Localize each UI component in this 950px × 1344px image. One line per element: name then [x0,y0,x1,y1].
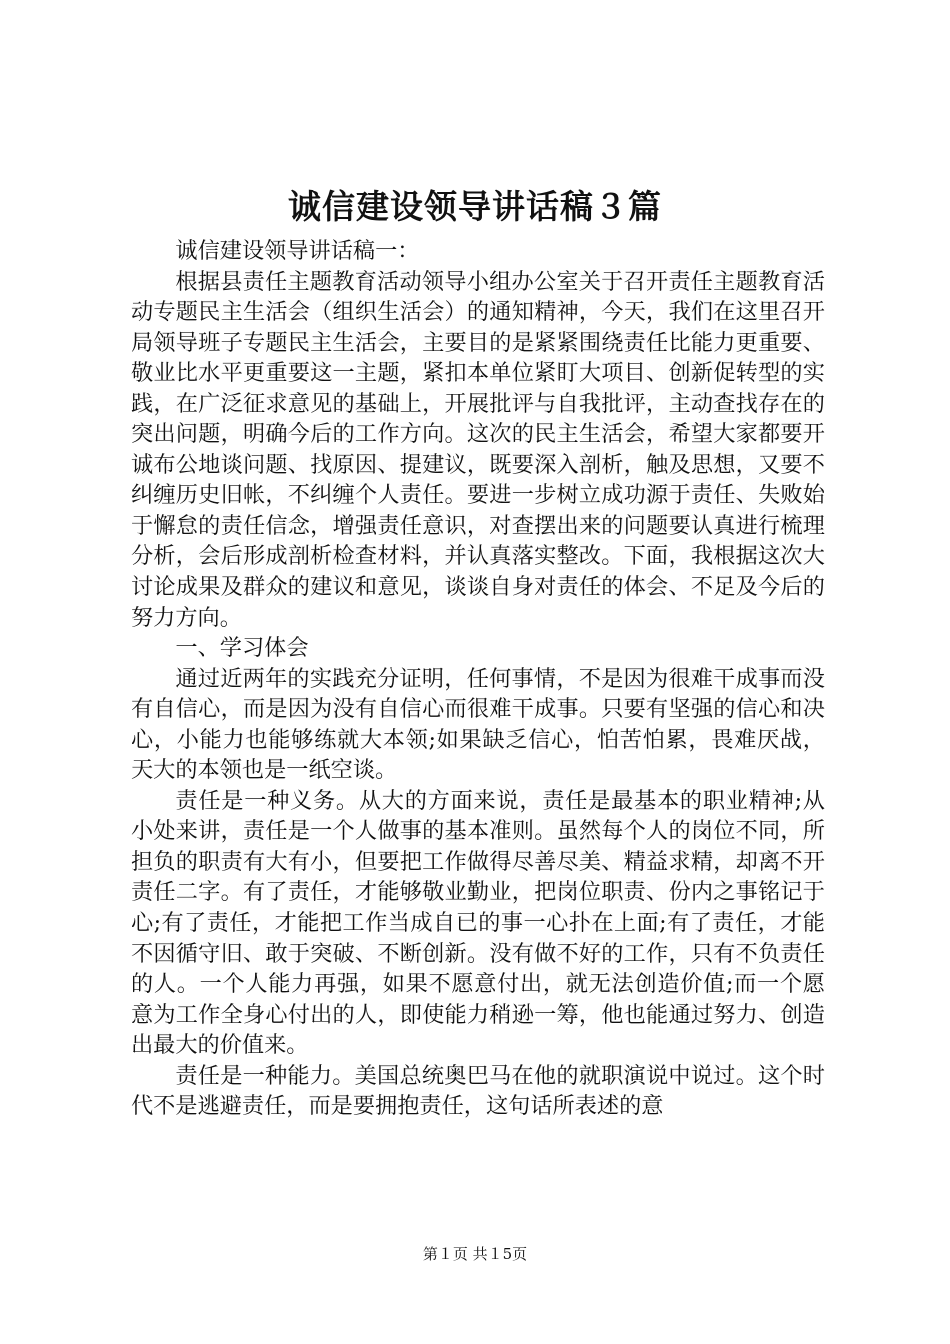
document-body [131,236,825,1122]
paragraph-responsibility-ability: 责任是一种能力。美国总统奥巴马在他的就职演说中说过。这个时代不是逃避责任，而是要拥抱责任，这句话所表述的意 [131,1062,825,1120]
paragraph-responsibility-duty: 责任是一种义务。从大的方面来说，责任是最基本的职业精神;从小处来讲，责任是一个人做事的基本准则。虽然每个人的岗位不同，所担负的职责有大有小，但要把工作做得尽善尽美、精益求精，却离不开责任二字。有了责任，才能够敬业勤业，把岗位职责、份内之事铭记于心;有了责任，才能把工作当成自已的事一心扑在上面;有了责任，才能不因循守旧、敢于突破、不断创新。没有做不好的工作，只有不负责任的人。一个人能力再强，如果不愿意付出，就无法创造价值;而一个愿意为工作全身心付出的人，即使能力稍逊一筹，他也能通过努力、创造出最大的价值来。 [131,787,825,1059]
paragraph-intro-heading: 诚信建设领导讲话稿一： [175,238,420,264]
paragraph-confidence: 通过近两年的实践充分证明，任何事情，不是因为很难干成事而没有自信心，而是因为没有自信心而很难干成事。只要有坚强的信心和决心，小能力也能够练就大本领;如果缺乏信心，怕苦怕累，畏难厌战，天大的本领也是一纸空谈。 [131,665,825,784]
document-title: 诚信建设领导讲话稿３篇 [288,187,662,226]
paragraph-opening: 根据县责任主题教育活动领导小组办公室关于召开责任主题教育活动专题民主生活会（组织生活会）的通知精神，今天，我们在这里召开局领导班子专题民主生活会，主要目的是紧紧围绕责任比能力更重要、敬业比水平更重要这一主题，紧扣本单位紧盯大项目、创新促转型的实践，在广泛征求意见的基础上，开展批评与自我批评，主动查找存在的突出问题，明确今后的工作方向。这次的民主生活会，希望大家都要开诚布公地谈问题、找原因、提建议，既要深入剖析，触及思想，又要不纠缠历史旧帐，不纠缠个人责任。要进一步树立成功源于责任、失败始于懈怠的责任信念，增强责任意识，对查摆出来的问题要认真进行梳理分析，会后形成剖析检查材料，并认真落实整改。下面，我根据这次大讨论成果及群众的建议和意见，谈谈自身对责任的体会、不足及今后的努力方向。 [131,268,825,631]
section-heading-learning: 一、学习体会 [175,635,309,662]
page-number-footer: 第１页 共１5页 [422,1245,528,1263]
